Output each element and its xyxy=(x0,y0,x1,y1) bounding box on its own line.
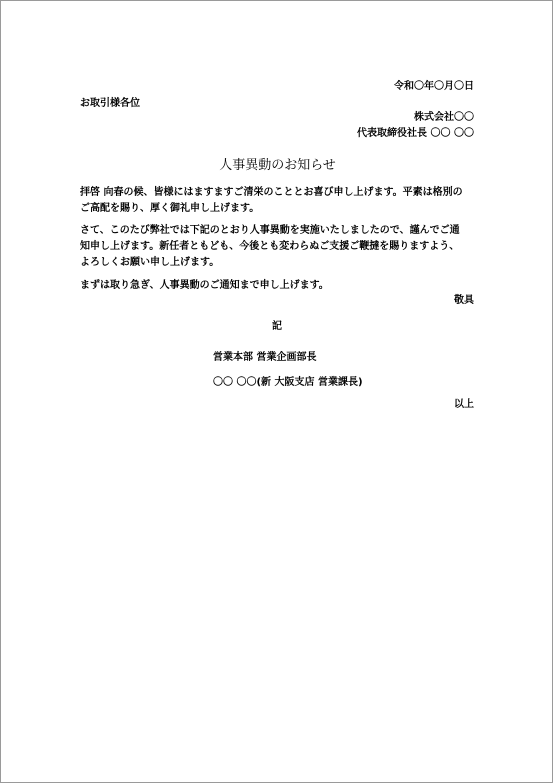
ki-heading: 記 xyxy=(272,321,282,332)
body-paragraph-3-line-1: まずは取り急ぎ、人事異動のご通知まで申し上げます。 xyxy=(80,280,329,291)
document-title: 人事異動のお知らせ xyxy=(219,158,336,173)
recipient: お取引様各位 xyxy=(80,98,140,109)
detail-line-2: 〇〇 〇〇(新 大阪支店 営業課長) xyxy=(213,377,363,388)
sender-company: 株式会社〇〇 xyxy=(414,112,474,123)
closing-keigu: 敬具 xyxy=(454,295,474,306)
body-paragraph-1-line-1: 拝啓 向春の候、皆様にはますますご清栄のこととお喜び申し上げます。平素は格別の xyxy=(80,187,463,198)
detail-line-1: 営業本部 営業企画部長 xyxy=(213,352,317,363)
body-paragraph-1-line-2: ご高配を賜り、厚く御礼申し上げます。 xyxy=(80,203,260,214)
sender-representative: 代表取締役社長 〇〇 〇〇 xyxy=(357,128,474,139)
body-paragraph-2-line-2: 知申し上げます。新任者ともども、今後とも変わらぬご支援ご鞭撻を賜りますよう、 xyxy=(80,241,460,252)
end-ijou: 以上 xyxy=(454,399,474,410)
date: 令和〇年〇月〇日 xyxy=(394,81,474,92)
body-paragraph-2-line-3: よろしくお願い申し上げます。 xyxy=(80,257,220,268)
body-paragraph-2-line-1: さて、このたび弊社では下記のとおり人事異動を実施いたしましたので、謹んでご通 xyxy=(80,225,460,236)
